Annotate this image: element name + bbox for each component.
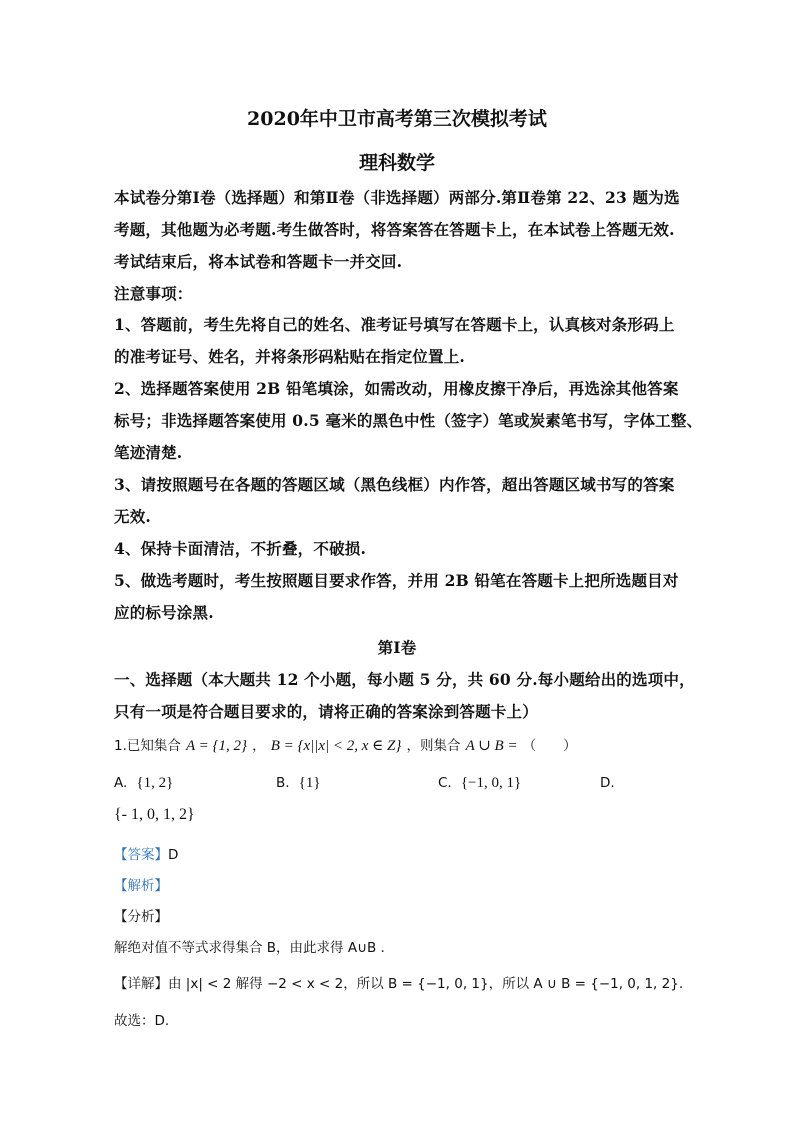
option-a-label: A.: [114, 775, 128, 791]
option-c-label: C.: [438, 775, 452, 791]
option-d-label: D.: [600, 775, 615, 791]
section-instruction-1: 一、选择题（本大题共 12 个小题，每小题 5 分，共 60 分.每小题给出的选项中，: [114, 670, 695, 689]
fenxi-text: 解绝对值不等式求得集合 B，由此求得 A∪B .: [114, 940, 385, 956]
option-a-value: {1, 2}: [136, 775, 174, 791]
option-c: [438, 772, 521, 792]
section-title: 第Ⅰ卷: [377, 638, 417, 657]
answer-value: D: [168, 847, 179, 863]
notice-line-9: 5、做选考题时，考生按照题目要求作答，并用 2B 铅笔在答题卡上把所选题目对: [114, 571, 679, 590]
question-1-set-b: B = {x||x| < 2, x ∈ Z}: [270, 738, 402, 754]
option-b: [276, 772, 321, 792]
page-title: 2020年中卫市高考第三次模拟考试: [247, 108, 547, 130]
option-b-label: B.: [276, 775, 290, 791]
notice-heading: 注意事项：: [114, 284, 193, 303]
detail-text: 由 |x| < 2 解得 −2 < x < 2，所以 B = {−1, 0, 1}，所以 A ∪ B = {−1, 0, 1, 2}.: [168, 976, 684, 992]
intro-line-1: 本试卷分第Ⅰ卷（选择题）和第Ⅱ卷（非选择题）两部分.第Ⅱ卷第 22、23 题为选: [114, 188, 680, 207]
intro-line-3: 考试结束后，将本试卷和答题卡一并交回.: [114, 252, 403, 271]
notice-line-2: 的准考证号、姓名，并将条形码粘贴在指定位置上.: [114, 347, 465, 366]
detail-tag: 【详解】: [114, 976, 168, 992]
notice-line-3: 2、选择题答案使用 2B 铅笔填涂，如需改动，用橡皮擦干净后，再选涂其他答案: [114, 379, 679, 398]
question-1-prefix: 1.已知集合: [114, 738, 181, 754]
notice-line-4: 标号；非选择题答案使用 0.5 毫米的黑色中性（签字）笔或炭素笔书写，字体工整、: [114, 411, 703, 430]
notice-line-10: 应的标号涂黑.: [114, 603, 214, 622]
notice-line-5: 笔迹清楚.: [114, 443, 183, 462]
notice-line-1: 1、答题前，考生先将自己的姓名、准考证号填写在答题卡上，认真核对条形码上: [114, 315, 675, 334]
option-d-value-line: [114, 804, 195, 824]
question-1: [114, 734, 577, 755]
page-subtitle: 理科数学: [358, 152, 435, 174]
question-1-set-a: A = {1, 2}: [185, 738, 247, 754]
option-c-value: {−1, 0, 1}: [460, 775, 522, 791]
detail-line: [114, 972, 683, 992]
notice-line-8: 4、保持卡面清洁，不折叠，不破损.: [114, 539, 367, 558]
question-1-comma: ，: [252, 738, 266, 754]
option-a: [114, 772, 173, 792]
question-1-paren: （ ）: [522, 738, 577, 754]
answer-line: [114, 843, 178, 863]
answer-tag: 【答案】: [114, 847, 168, 863]
option-d: [600, 772, 615, 791]
conclusion: 故选：D.: [114, 1013, 170, 1029]
intro-line-2: 考题，其他题为必考题.考生做答时，将答案答在答题卡上，在本试卷上答题无效.: [114, 220, 675, 239]
option-d-value: {- 1, 0, 1, 2}: [114, 806, 195, 823]
question-1-expr: A ∪ B =: [465, 738, 518, 754]
analysis-tag: 【解析】: [114, 878, 168, 894]
fenxi-tag: 【分析】: [114, 909, 168, 925]
section-instruction-2: 只有一项是符合题目要求的，请将正确的答案涂到答题卡上）: [114, 702, 538, 721]
option-b-value: {1}: [298, 775, 321, 791]
notice-line-6: 3、请按照题号在各题的答题区域（黑色线框）内作答，超出答题区域书写的答案: [114, 475, 675, 494]
notice-line-7: 无效.: [114, 507, 151, 526]
question-1-mid: ，则集合: [406, 738, 461, 754]
